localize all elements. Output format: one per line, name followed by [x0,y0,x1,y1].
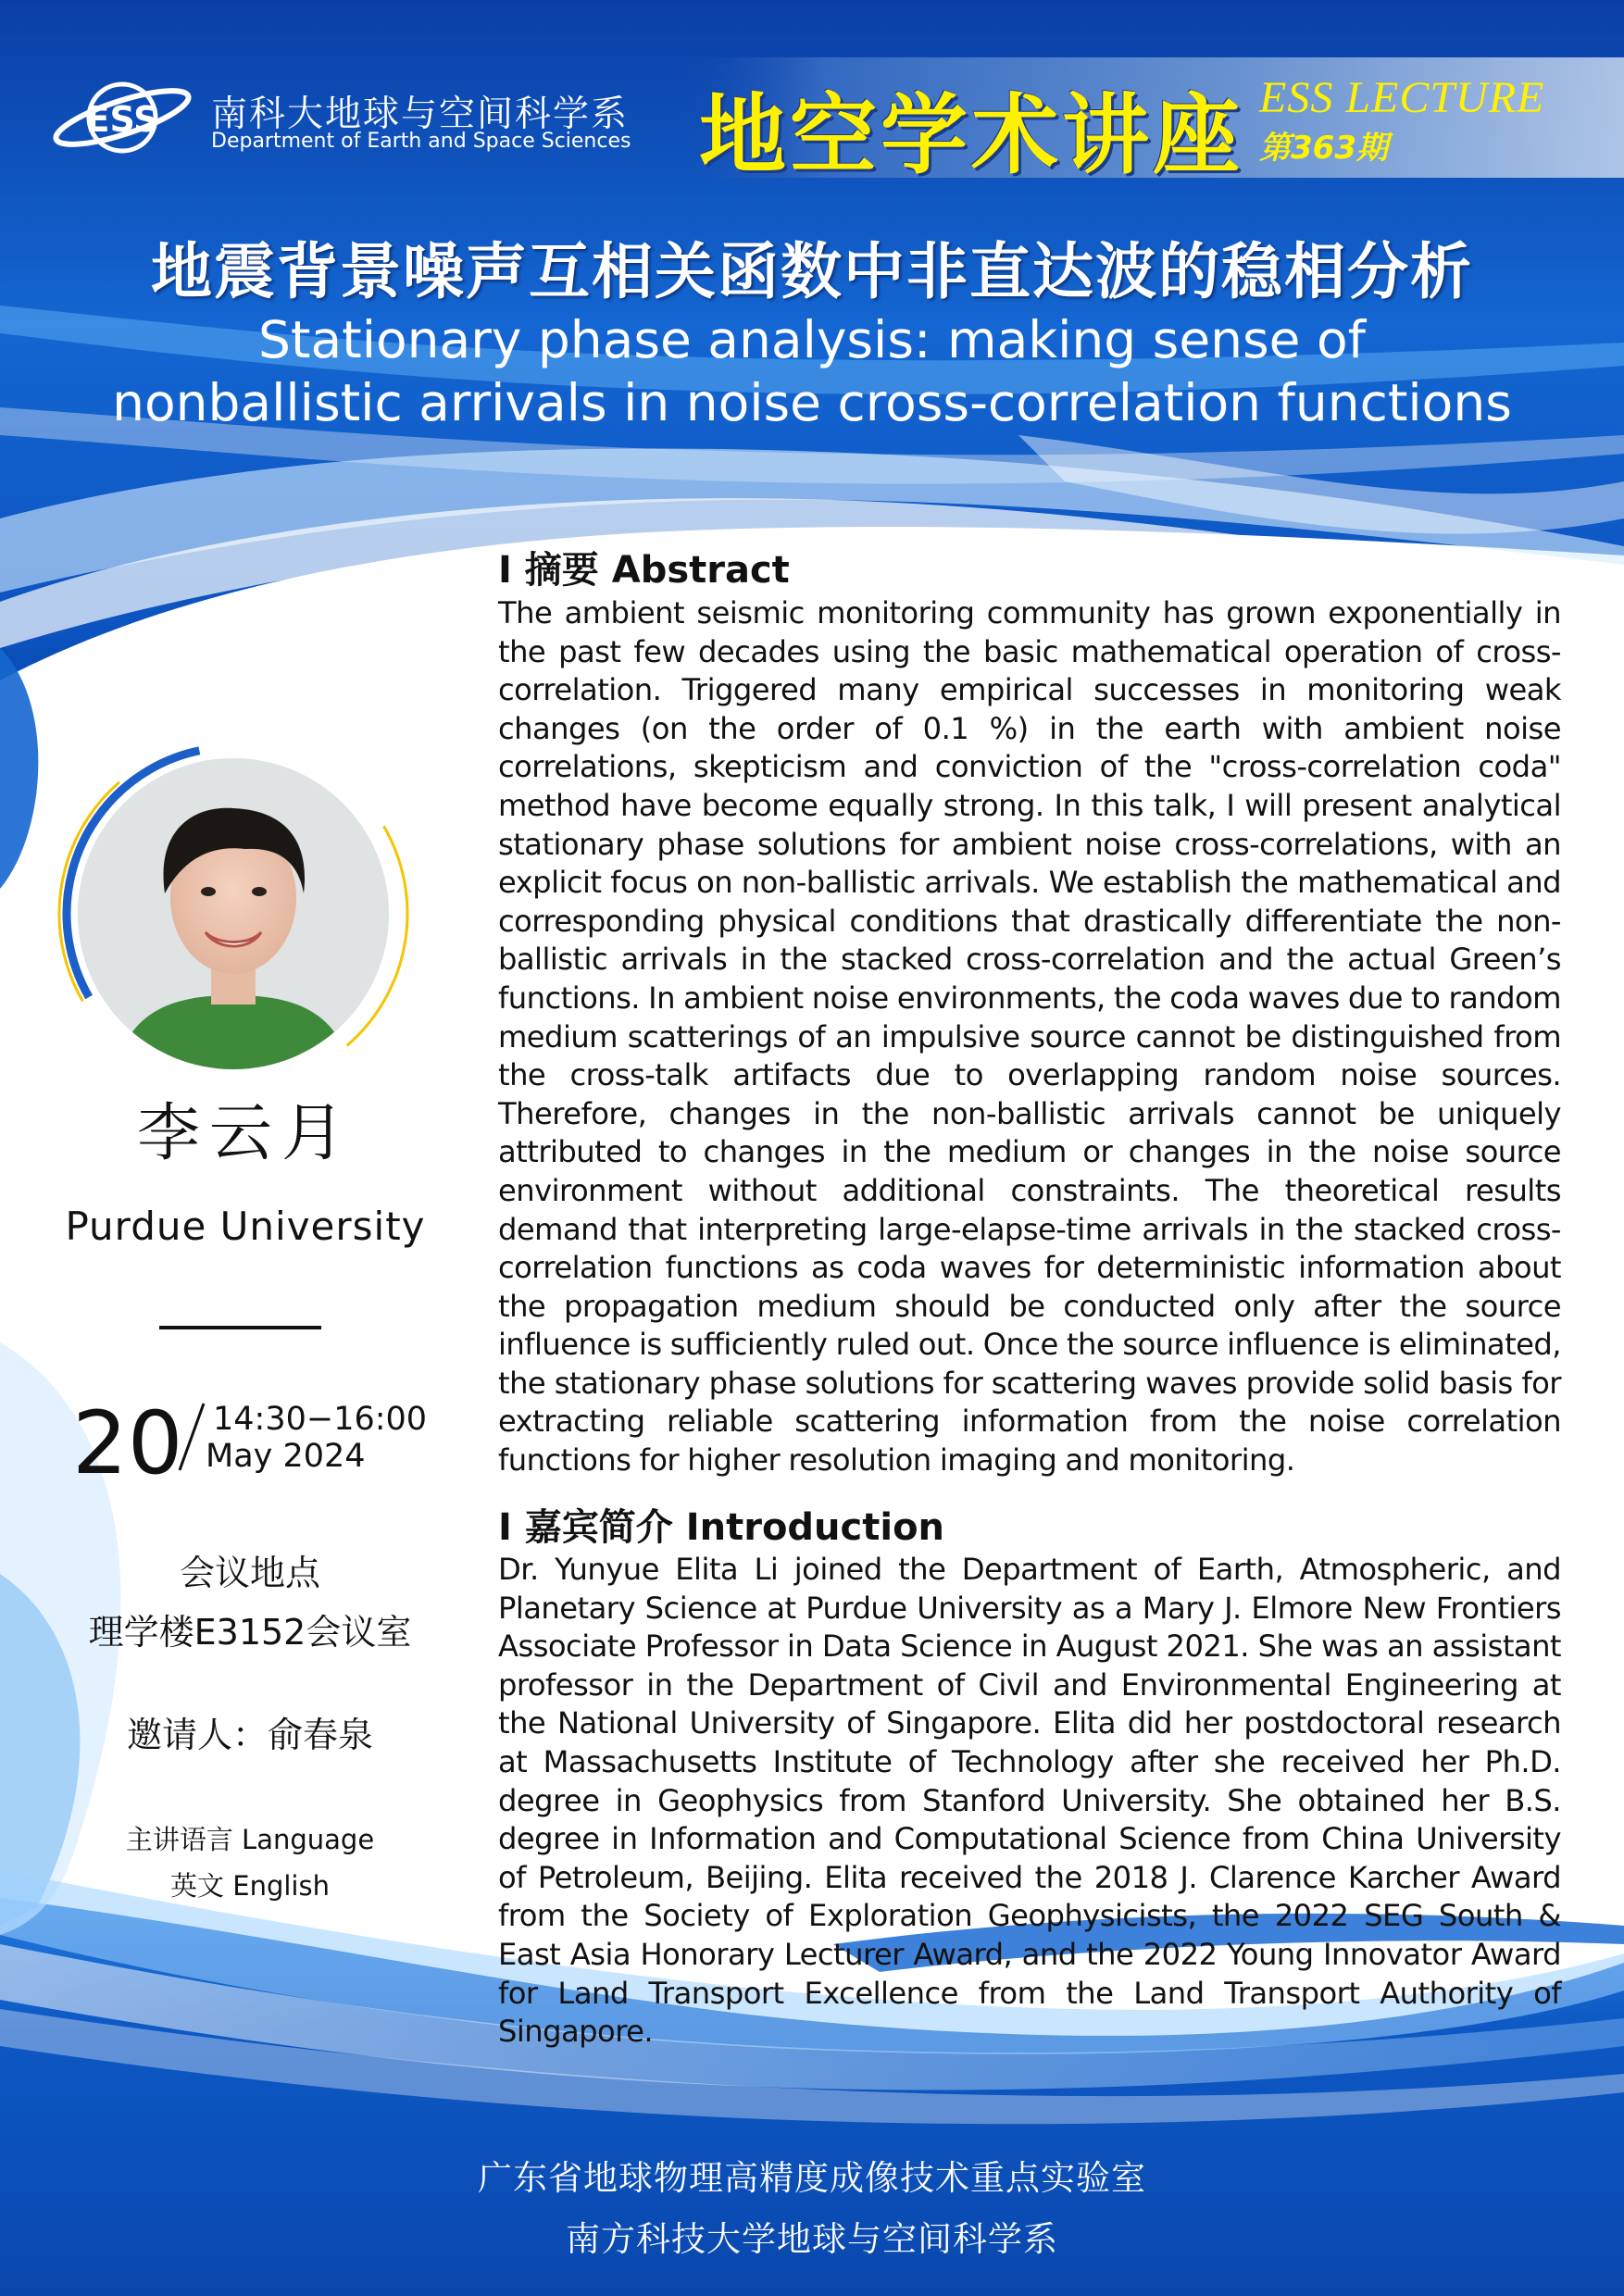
lecture-series-title-cn: 地空学术讲座 [699,84,1244,186]
introduction-text: Dr. Yunyue Elita Li joined the Department of Earth, Atmospheric, and Planetary Science at Purdue University as a Mary J. Elmore New Frontiers Associate Professor in Data Science in August 2021. She was an assistant professor in the Department of Civil and Environmental Engineering at the National University of Singapore. Elita did her postdoctoral research at Massachusetts Institute of Technology after she received her Ph.D. degree in Geophysics from Stanford University. She obtained her B.S. degree in Information and Computational Science from China University of Petroleum, Beijing. Elita received the 2018 J. Clarence Karcher Award from the Society of Exploration Geophysicists, the 2022 SEG South & East Asia Honorary Lecturer Award, and the 2022 Young Innovator Award for Land Transport Excellence from the Land Transport Authority of Singapore. [498,1552,1561,2050]
footer-school-name: 南方科技大学地球与空间科学系 [566,2219,1058,2259]
date-slash-divider [172,1400,209,1474]
speaker-name-cn: 李云月 [136,1097,354,1170]
lecture-time: 14:30−16:00 [213,1401,428,1438]
footer-lab-name: 广东省地球物理高精度成像技术重点实验室 [478,2158,1146,2198]
ess-logo-icon [48,65,196,171]
lecture-series-title-en: ESS LECTURE [1259,73,1545,122]
talk-title-cn: 地震背景噪声互相关函数中非直达波的稳相分析 [151,236,1473,307]
svg-text:ESS: ESS [85,99,159,140]
issue-number: 第363期 [1259,130,1388,167]
speaker-photo [56,736,412,1092]
speaker-affiliation: Purdue University [65,1204,426,1249]
divider-line [159,1326,321,1329]
introduction-heading: I 嘉宾简介 Introduction [498,1506,945,1549]
lecture-month-year: May 2024 [206,1438,366,1475]
lecture-day: 20 [72,1393,183,1494]
department-name-cn: 南科大地球与空间科学系 [211,94,630,135]
department-name-en: Department of Earth and Space Sciences [211,130,631,153]
venue-place: 理学楼E3152会议室 [88,1612,412,1653]
language-label: 主讲语言 Language [125,1824,375,1855]
abstract-heading: I 摘要 Abstract [498,549,790,592]
talk-title-en-line2: nonballistic arrivals in noise cross-correlation functions [112,373,1512,432]
abstract-text: The ambient seismic monitoring community has grown exponentially in the past few decades using the basic mathematical operation of cross-correlation. Triggered many empirical successes in monitoring weak changes (on the order of 0.1 %) in the earth with ambient noise correlations, skepticism and conviction of the "cross-correlation coda" method have become equally strong. In this talk, I will present analytical stationary phase solutions for ambient noise cross-correlations, with an explicit focus on non-ballistic arrivals. We establish the mathematical and corresponding physical conditions that drastically differentiate the non-ballistic arrivals in the stacked cross-correlation and the actual Green’s functions. In ambient noise environments, the coda waves due to random medium scatterings of an impulsive source cannot be distinguished from the cross-talk artifacts due to overlapping random noise sources. Therefore, changes in the non-ballistic arrivals cannot be uniquely attributed to changes in the medium or changes in the noise source environment without additional constraints. The theoretical results demand that interpreting large-elapse-time arrivals in the stacked cross-correlation functions as coda waves for deterministic information about the propagation medium should be conducted only after the source influence is sufficiently ruled out. Once the source influence is eliminated, the stationary phase solutions for scattering waves provide solid basis for extracting reliable scattering information from the noise correlation functions for higher resolution imaging and monitoring. [498,595,1561,1479]
talk-title-en-line1: Stationary phase analysis: making sense of [257,310,1367,369]
inviter: 邀请人：俞春泉 [126,1715,373,1755]
language-value: 英文 English [170,1870,330,1902]
venue-label: 会议地点 [179,1553,320,1593]
